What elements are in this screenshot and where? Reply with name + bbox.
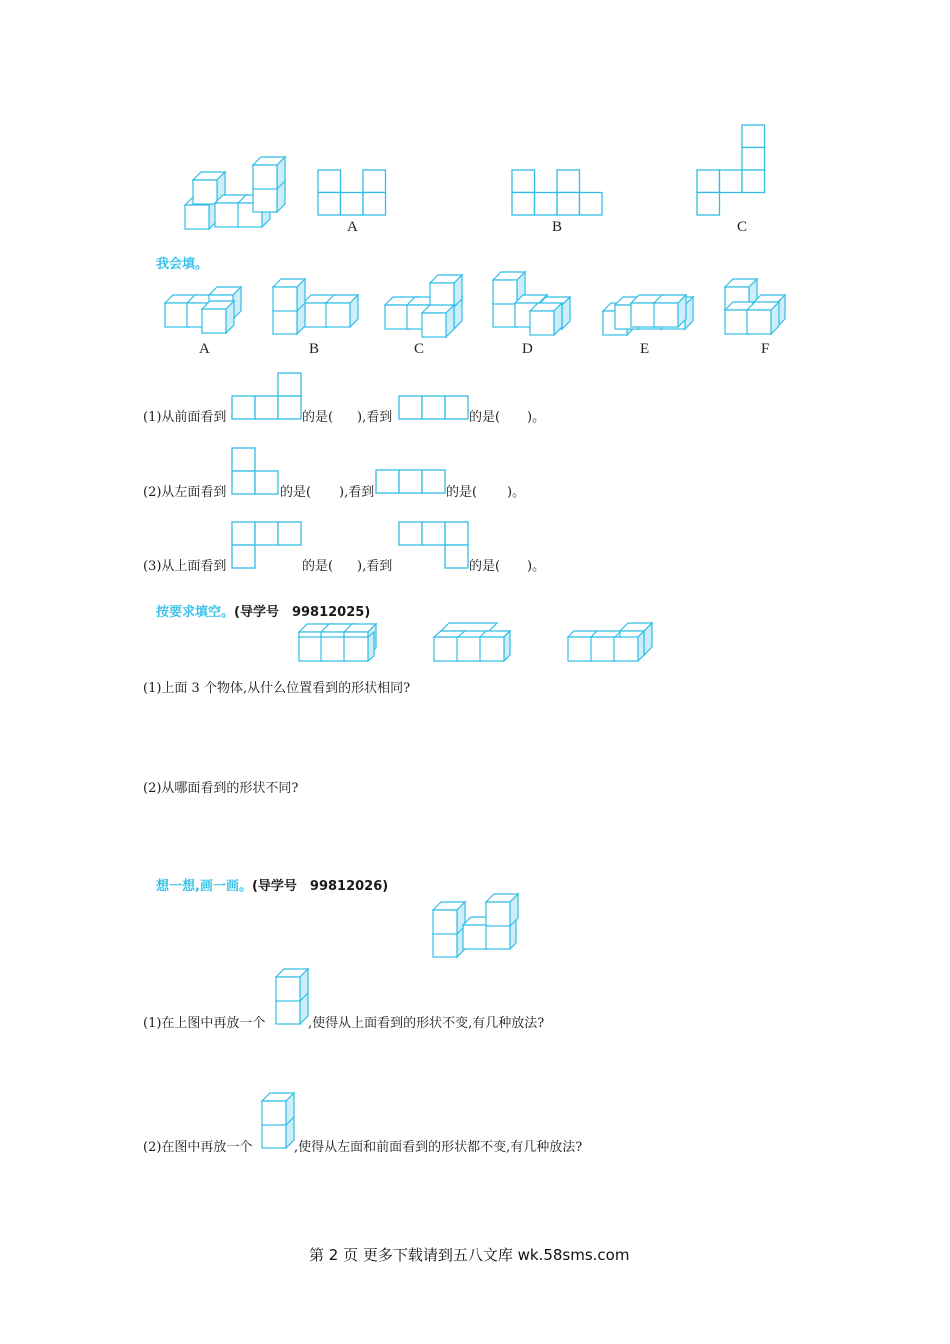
question-3-answer-1: 的是( — [302, 559, 334, 574]
requirements-question-1: (1)上面 3 个物体,从什么位置看到的形状相同? — [143, 681, 411, 696]
draw-question-2-end: ,使得从左面和前面看到的形状都不变,有几种放法? — [294, 1140, 583, 1155]
figure-e-label: E — [640, 341, 650, 357]
question-1-end: )。 — [527, 410, 546, 425]
q1-view-2 — [399, 396, 469, 420]
q1-view-1 — [232, 373, 302, 420]
guide-number-2: (导学号 99812026) — [251, 879, 389, 894]
requirement-figure-3 — [568, 623, 652, 661]
option-a-label: A — [347, 219, 358, 235]
draw-question-1-end: ,使得从上面看到的形状不变,有几种放法? — [308, 1016, 545, 1031]
question-2-prefix: (2)从左面看到 — [143, 485, 227, 500]
q2-view-1 — [232, 448, 279, 495]
figure-b — [273, 279, 358, 334]
page-footer: 第 2 页 更多下载请到五八文库 wk.58sms.com — [309, 1246, 630, 1264]
requirements-question-2: (2)从哪面看到的形状不同? — [143, 781, 299, 796]
option-c-label: C — [737, 219, 748, 235]
question-3-mid: ),看到 — [357, 559, 393, 574]
draw-question-1-start: (1)在上图中再放一个 — [143, 1016, 266, 1031]
question-2-mid: ),看到 — [339, 485, 375, 500]
figure-d — [493, 272, 570, 335]
figure-b-label: B — [309, 341, 320, 357]
option-b-grid — [512, 170, 603, 216]
question-1-prefix: (1)从前面看到 — [143, 410, 227, 425]
draw-question-2-start: (2)在图中再放一个 — [143, 1140, 253, 1155]
figure-c — [385, 275, 462, 337]
cube — [253, 157, 285, 189]
q3-view-2 — [399, 522, 469, 569]
guide-number-1: (导学号 99812025) — [234, 605, 371, 620]
section-title-fill: 我会填。 — [156, 257, 209, 272]
option-c-grid — [697, 125, 765, 216]
stacked-cube-icon-2 — [0, 0, 1, 1]
figure-d-label: D — [522, 341, 533, 357]
question-3-answer-2: 的是( — [469, 559, 501, 574]
section-title-draw: 想一想,画一画。 — [156, 879, 252, 894]
section-title-requirements: 按要求填空。 — [156, 605, 235, 620]
figure-a — [165, 287, 241, 333]
figure-e — [603, 295, 693, 335]
requirement-figure-1 — [299, 624, 376, 661]
figure-a-label: A — [199, 341, 210, 357]
q2-view-2 — [376, 470, 446, 494]
figure-c-label: C — [414, 341, 425, 357]
question-3-prefix: (3)从上面看到 — [143, 559, 227, 574]
question-3-end: )。 — [527, 559, 546, 574]
figure-f-label: F — [761, 341, 770, 357]
option-a-grid — [318, 170, 386, 216]
option-b-label: B — [552, 219, 563, 235]
question-1-answer-1: 的是( — [302, 410, 334, 425]
question-1-mid: ),看到 — [357, 410, 393, 425]
figure-f — [725, 279, 785, 334]
section-title-requirements-row — [156, 601, 370, 620]
section-title-draw-row — [156, 875, 388, 894]
q3-view-1 — [232, 522, 302, 569]
requirement-figure-2 — [434, 623, 510, 661]
question-2-answer-2: 的是( — [446, 485, 478, 500]
question-2-end: )。 — [507, 485, 526, 500]
question-1-answer-2: 的是( — [469, 410, 501, 425]
question-2-answer-1: 的是( — [280, 485, 312, 500]
